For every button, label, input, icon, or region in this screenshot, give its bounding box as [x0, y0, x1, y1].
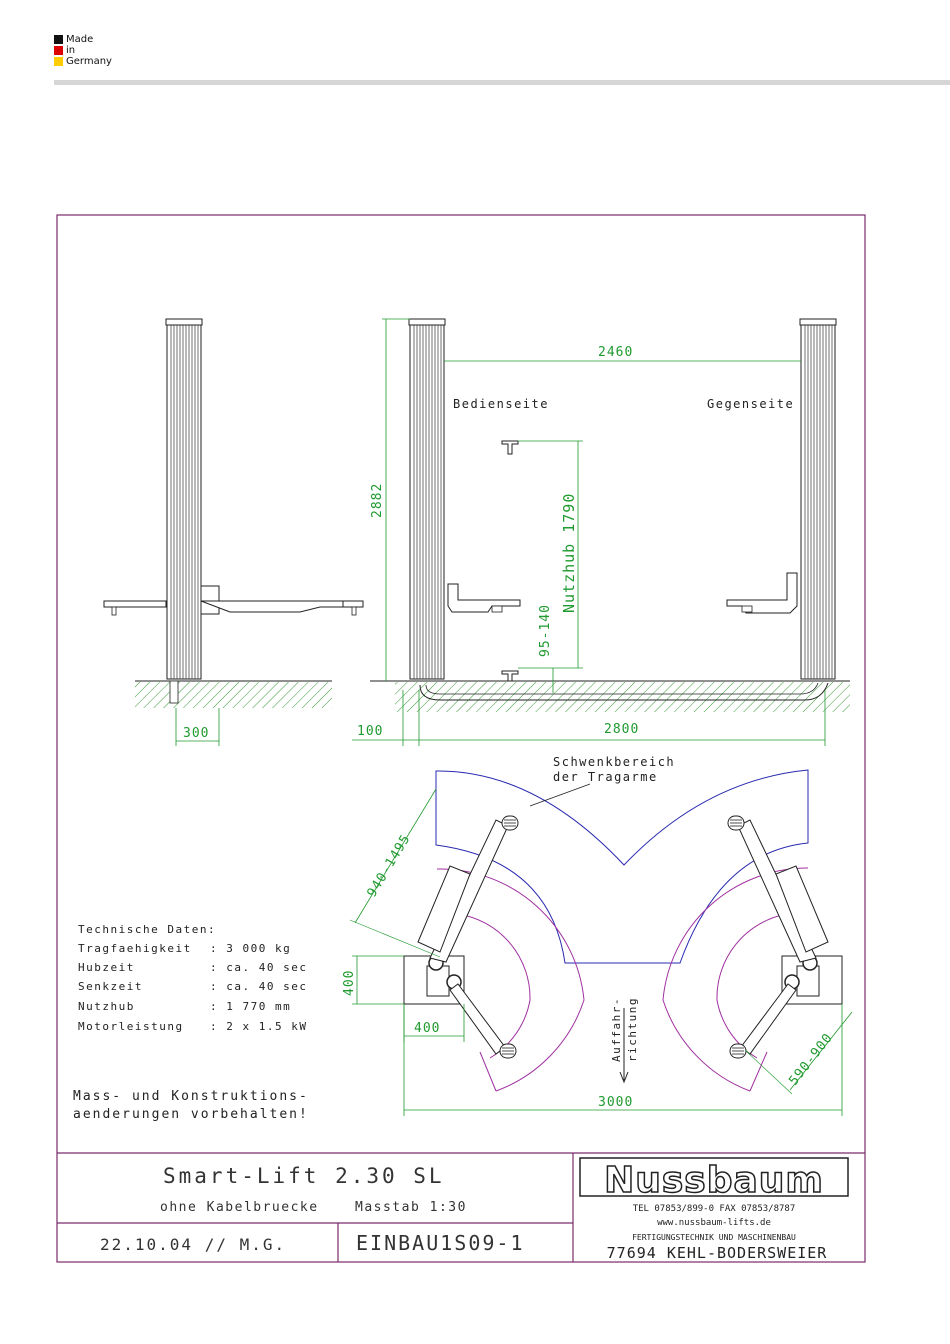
dim-95-140: 95-140 — [538, 604, 553, 657]
label-tragarme: der Tragarme — [553, 770, 658, 784]
title-product: Smart-Lift 2.30 SL — [163, 1164, 445, 1188]
side-view — [104, 319, 363, 746]
title-sub-1: ohne Kabelbruecke — [160, 1200, 319, 1215]
dim-400-horizontal: 400 — [414, 1021, 441, 1036]
brand-logo: Nussbaum — [604, 1160, 824, 1201]
title-sub-2: Masstab 1:30 — [355, 1200, 467, 1215]
dim-nutzhub: Nutzhub 1790 — [560, 492, 578, 613]
tech-val-0: : 3 000 kg — [210, 942, 292, 955]
tech-key-0: Tragfaehigkeit — [78, 942, 192, 955]
badge-line-2: in — [66, 45, 76, 56]
tech-val-4: : 2 x 1.5 kW — [210, 1020, 308, 1033]
dim-2460: 2460 — [598, 345, 634, 360]
title-company: FERTIGUNGSTECHNIK UND MASCHINENBAU — [632, 1233, 796, 1242]
dim-400-vertical: 400 — [342, 969, 357, 996]
note-line-2: aenderungen vorbehalten! — [73, 1107, 309, 1122]
label-richtung: richtung — [626, 997, 639, 1062]
badge-line-3: Germany — [66, 56, 112, 67]
label-auffahr: Auffahr- — [610, 997, 623, 1062]
title-address: 77694 KEHL-BODERSWEIER — [606, 1244, 828, 1262]
dim-2882: 2882 — [370, 482, 385, 518]
label-bedienseite: Bedienseite — [453, 397, 549, 411]
technical-data — [78, 923, 307, 1033]
dim-3000: 3000 — [598, 1095, 634, 1110]
tech-key-2: Senkzeit — [78, 980, 143, 993]
title-drawing-number: EINBAU1S09-1 — [356, 1231, 525, 1255]
front-view — [352, 319, 850, 746]
label-gegenseite: Gegenseite — [707, 397, 795, 411]
dim-100: 100 — [357, 724, 384, 739]
tech-key-4: Motorleistung — [78, 1020, 184, 1033]
note-line-1: Mass- und Konstruktions- — [73, 1089, 309, 1104]
dim-590-900: 590-900 — [786, 1030, 837, 1089]
tech-val-2: : ca. 40 sec — [210, 980, 308, 993]
badge-line-1: Made — [66, 34, 94, 45]
title-web: www.nussbaum-lifts.de — [657, 1218, 771, 1228]
dim-300: 300 — [183, 726, 210, 741]
top-view — [342, 755, 852, 1116]
tech-key-1: Hubzeit — [78, 961, 135, 974]
title-tel: TEL 07853/899-0 FAX 07853/8787 — [632, 1204, 796, 1214]
dim-940-1495: 940-1495 — [364, 831, 414, 901]
dim-2800: 2800 — [604, 722, 640, 737]
tech-key-3: Nutzhub — [78, 1000, 135, 1013]
tech-heading: Technische Daten: — [78, 923, 217, 936]
tech-val-1: : ca. 40 sec — [210, 961, 308, 974]
tech-val-3: : 1 770 mm — [210, 1000, 292, 1013]
title-date: 22.10.04 // M.G. — [100, 1235, 287, 1254]
label-schwenkbereich: Schwenkbereich — [553, 755, 676, 769]
